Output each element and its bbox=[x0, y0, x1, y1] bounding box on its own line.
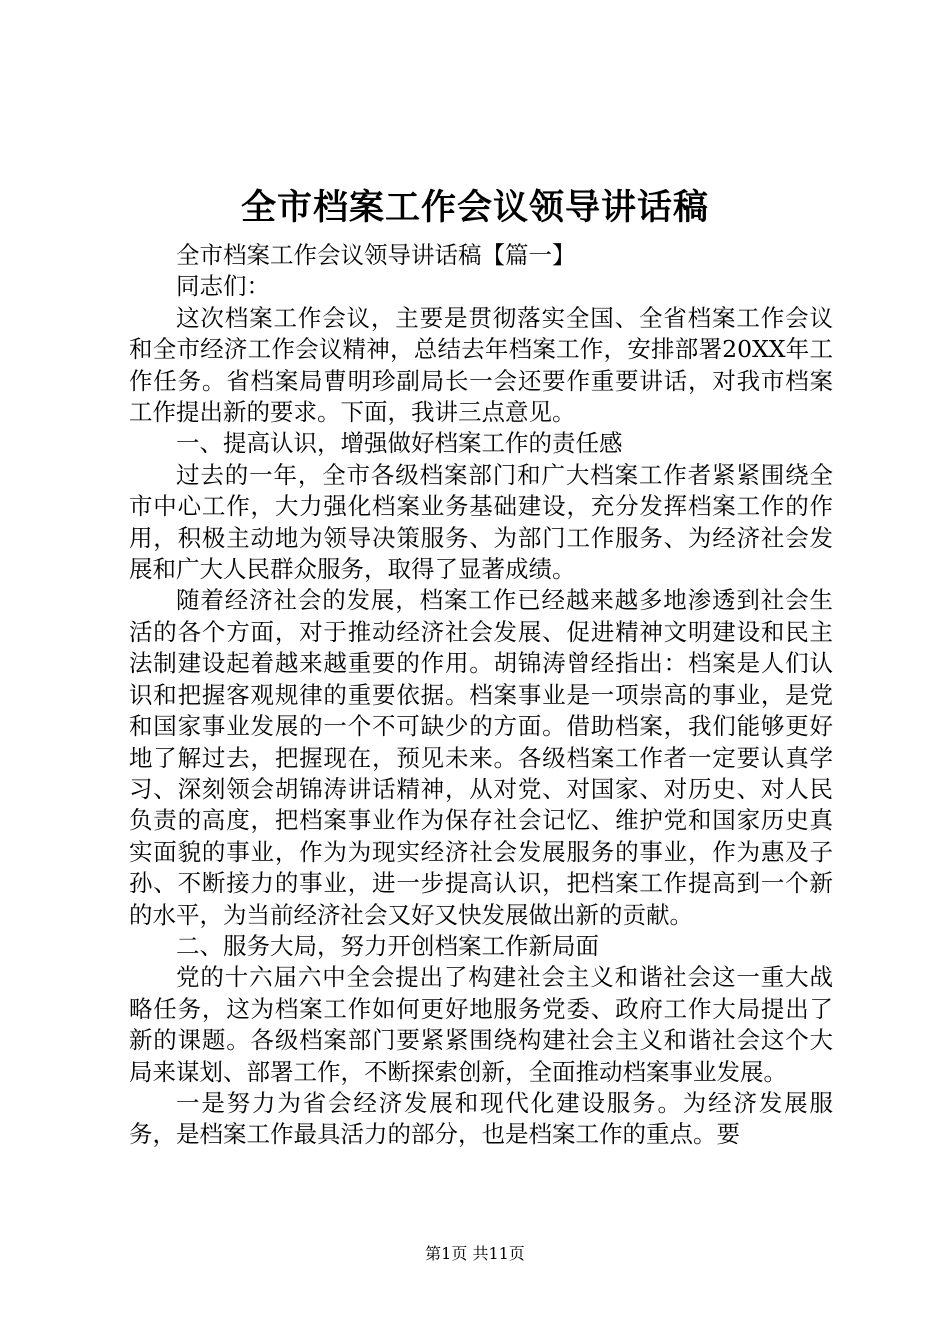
section-heading: 全市档案工作会议领导讲话稿【篇一】 bbox=[176, 241, 576, 269]
section-heading: 二、服务大局，努力开创档案工作新局面 bbox=[176, 931, 599, 960]
body-paragraph: 一是努力为省会经济发展和现代化建设服务。为经济发展服务，是档案工作最具活力的部分，也是档案工作的重点。要 bbox=[129, 1088, 833, 1149]
salutation: 同志们： bbox=[176, 272, 270, 301]
body-paragraph: 这次档案工作会议，主要是贯彻落实全国、全省档案工作会议和全市经济工作会议精神，总结去年档案工作，安排部署20XX年工作任务。省档案局曹明珍副局长一会还要作重要讲话，对我市档案工作提出新的要求。下面，我讲三点意见。 bbox=[129, 303, 833, 427]
body-paragraph: 党的十六届六中全会提出了构建社会主义和谐社会这一重大战略任务，这为档案工作如何更好地服务党委、政府工作大局提出了新的课题。各级档案部门要紧紧围绕构建社会主义和谐社会这个大局来谋划、部署工作，不断探索创新，全面推动档案事业发展。 bbox=[129, 963, 833, 1086]
document-body bbox=[129, 240, 833, 1151]
section-heading: 一、提高认识，增强做好档案工作的责任感 bbox=[176, 429, 623, 458]
document-title: 全市档案工作会议领导讲话稿 bbox=[240, 187, 709, 228]
body-paragraph: 过去的一年，全市各级档案部门和广大档案工作者紧紧围绕全市中心工作，大力强化档案业务基础建设，充分发挥档案工作的作用，积极主动地为领导决策服务、为部门工作服务、为经济社会发展和广大人民群众服务，取得了显著成绩。 bbox=[129, 460, 833, 584]
body-paragraph: 随着经济社会的发展，档案工作已经越来越多地渗透到社会生活的各个方面，对于推动经济社会发展、促进精神文明建设和民主法制建设起着越来越重要的作用。胡锦涛曾经指出：档案是人们认识和把握客观规律的重要依据。档案事业是一项崇高的事业，是党和国家事业发展的一个不可缺少的方面。借助档案，我们能够更好地了解过去，把握现在，预见未来。各级档案工作者一定要认真学习、深刻领会胡锦涛讲话精神，从对党、对国家、对历史、对人民负责的高度，把档案事业作为保存社会记忆、维护党和国家历史真实面貌的事业，作为为现实经济社会发展服务的事业，作为惠及子孙、不断接力的事业，进一步提高认识，把档案工作提高到一个新的水平，为当前经济社会又好又快发展做出新的贡献。 bbox=[129, 586, 833, 929]
page-number: 第1页 共11页 bbox=[425, 1244, 525, 1263]
